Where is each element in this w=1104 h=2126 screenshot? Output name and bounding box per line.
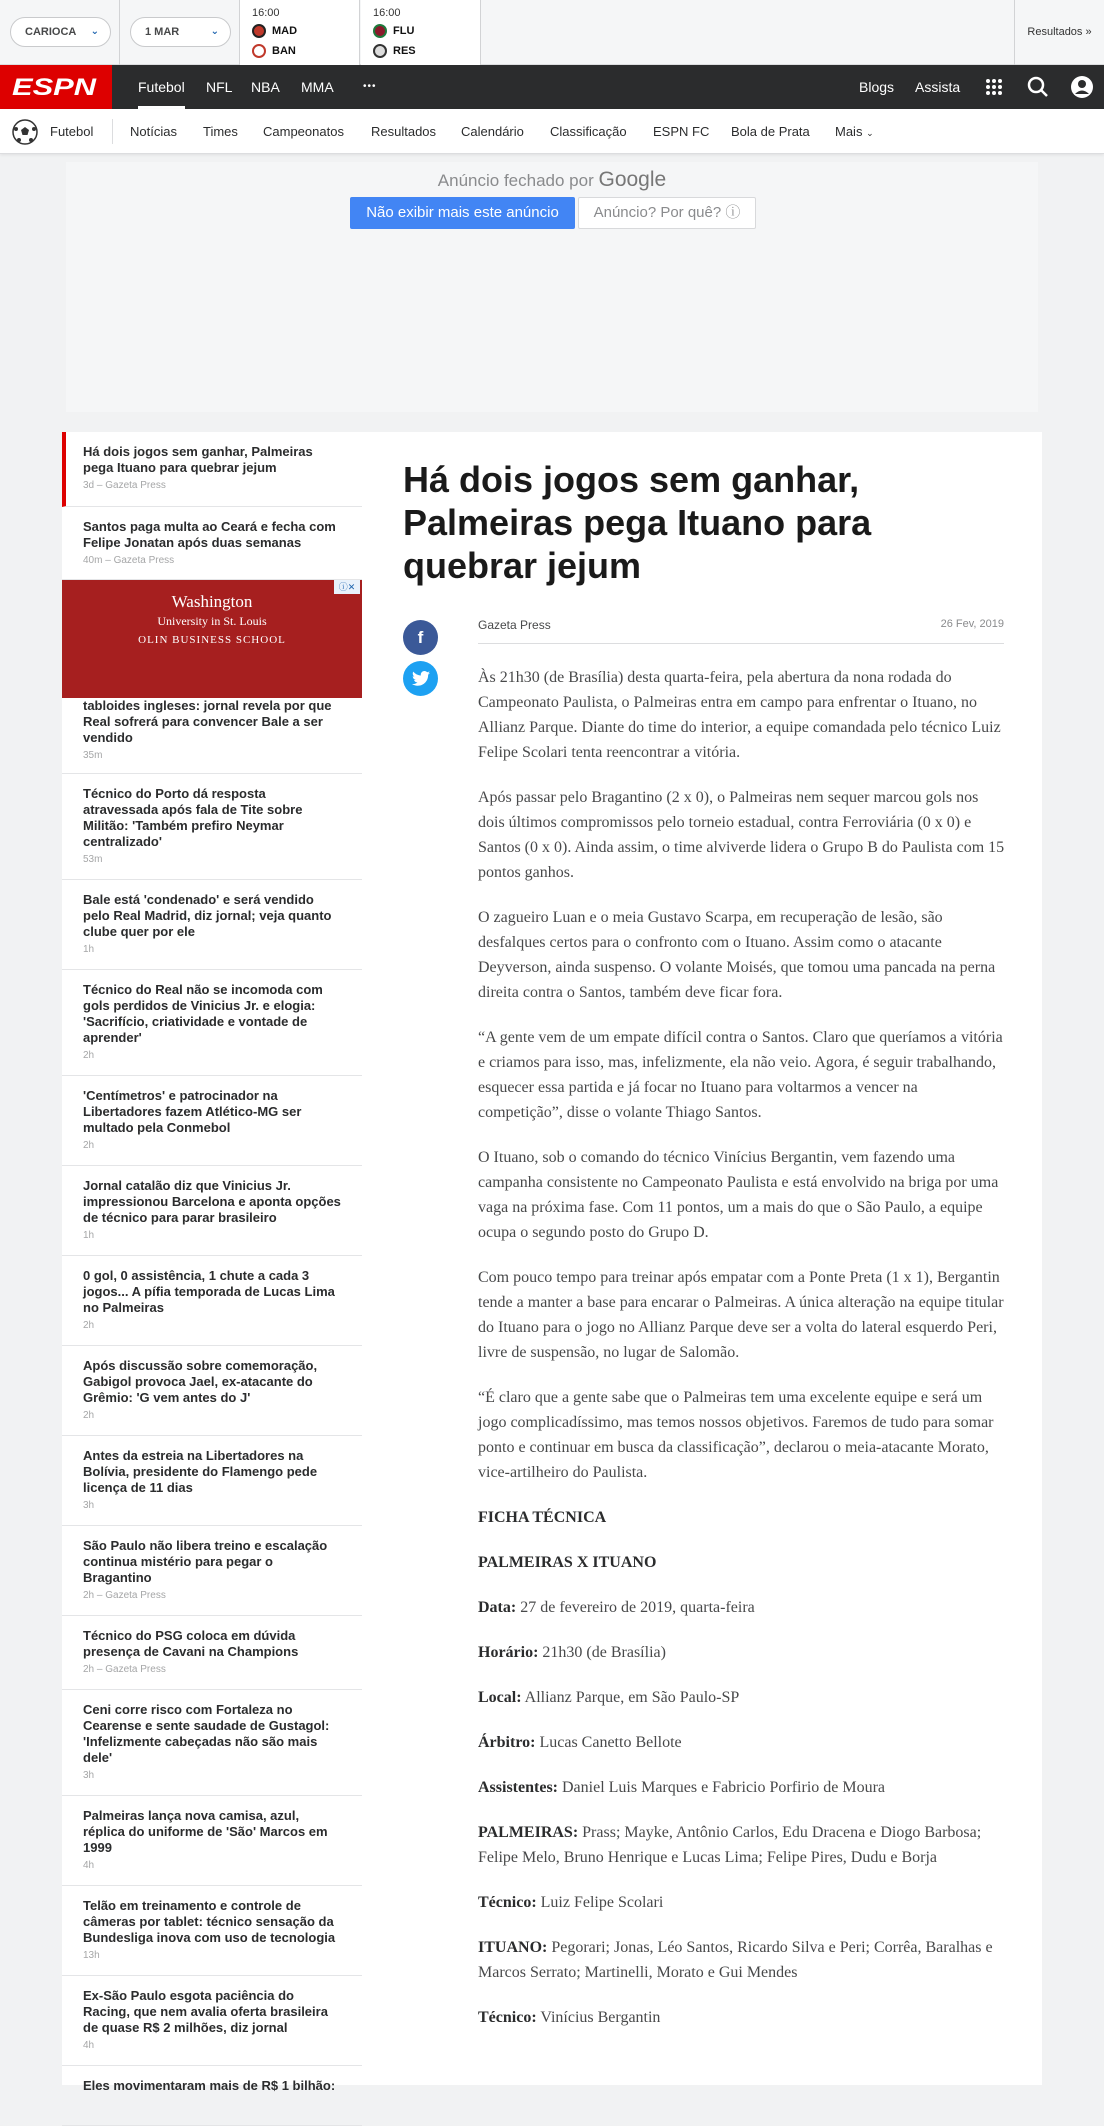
list-item[interactable]	[62, 1346, 362, 1436]
headline-meta: 2h	[83, 1140, 95, 1151]
headline-meta: 35m	[83, 750, 103, 761]
facebook-share-icon[interactable]: f	[403, 620, 438, 655]
chevron-down-icon: ⌄	[210, 26, 219, 37]
list-item[interactable]	[62, 880, 362, 970]
nav-assista[interactable]: Assista	[915, 79, 961, 95]
date-select-value: 1 MAR	[145, 26, 180, 38]
article-paragraph: “A gente vem de um empate difícil contra o Santos. Claro que queríamos a vitória e criamos para isso, mas, infelizmente, ela não veio. Agora, é seguir trabalhando, esquecer essa partida e já focar no Ituano para voltarmos a vencer na competição”, disse o volante Thiago Santos.	[478, 1029, 1003, 1121]
soccer-ball-icon	[12, 109, 38, 154]
headline-meta: 2h – Gazeta Press	[83, 1590, 166, 1601]
article-paragraph: Após passar pelo Bragantino (2 x 0), o Palmeiras nem sequer marcou gols nos dois últimos compromissos pelo torneio estadual, contra Ferroviária (0 x 0) e Santos (0 x 0). Ainda assim, o time alviverde lidera o Grupo B do Paulista com 15 pontos ganhos.	[478, 789, 1005, 881]
league-select-value: CARIOCA	[25, 26, 77, 38]
headline-title: tabloides ingleses: jornal revela por que Real sofrerá para convencer Bale a ser vendido	[83, 698, 332, 745]
team-abbr: BAN	[272, 45, 296, 57]
article-body	[478, 665, 1006, 2050]
team-row	[252, 44, 296, 58]
headline-title: Técnico do Real não se incomoda com gols perdidos de Vinicius Jr. e elogia: 'Sacrifício, criatividade e vontade de aprender'	[83, 982, 323, 1045]
headline-meta: 3h	[83, 1500, 95, 1511]
google-logo: Google	[598, 168, 667, 191]
list-item[interactable]	[62, 432, 362, 507]
headline-meta: 4h	[83, 1860, 95, 1871]
list-item[interactable]	[62, 507, 362, 580]
ficha-title-text: FICHA TÉCNICA	[478, 1509, 607, 1526]
team-row	[252, 24, 297, 38]
ad-closed-message	[66, 168, 1038, 192]
main-nav	[0, 65, 1104, 109]
twitter-share-icon[interactable]	[403, 661, 438, 696]
article-paragraph: Com pouco tempo para treinar após empatar com a Ponte Preta (1 x 1), Bergantin tende a manter a base para encarar o Palmeiras. A única alteração na equipe titular do Ituano para o jogo no Allianz Parque deve ser a volta do lateral esquerdo Peri, livre de suspensão, no lugar de Salomão.	[478, 1269, 1004, 1361]
ficha-value: Prass; Mayke, Antônio Carlos, Edu Dracena e Diogo Barbosa; Felipe Melo, Bruno Henrique e Lucas Lima; Felipe Pires, Dudu e Borja	[478, 1824, 982, 1866]
headline-meta: 1h	[83, 944, 95, 955]
list-item[interactable]	[62, 1976, 362, 2066]
headline-meta: 2h	[83, 1320, 95, 1331]
list-item[interactable]	[62, 1526, 362, 1616]
headline-meta: 40m – Gazeta Press	[83, 555, 175, 566]
ficha-label: Data:	[478, 1599, 517, 1616]
ficha-row	[478, 1775, 1006, 1800]
headline-title: Ex-São Paulo esgota paciência do Racing, que nem avalia oferta brasileira de quase R$ 2 milhões, diz jornal	[83, 1988, 328, 2035]
ficha-row	[478, 1820, 1006, 1870]
headline-title: Santos paga multa ao Ceará e fecha com Felipe Jonatan após duas semanas	[83, 519, 336, 550]
article-date: 26 Fev, 2019	[940, 618, 1004, 630]
ficha-row	[478, 1890, 1006, 1915]
team-abbr: MAD	[272, 25, 298, 37]
list-item[interactable]	[62, 774, 362, 880]
headline-title: São Paulo não libera treino e escalação continua mistério para pegar o Bragantino	[83, 1538, 328, 1585]
headline-title: Após discussão sobre comemoração, Gabigol provoca Jael, ex-atacante do Grêmio: 'G vem antes do J'	[83, 1358, 318, 1405]
list-item[interactable]	[62, 1436, 362, 1526]
headlines-sidebar	[62, 432, 362, 2093]
nav-nfl[interactable]: NFL	[206, 79, 233, 95]
headline-meta: 53m	[83, 854, 103, 865]
ad-brand: Washington	[171, 592, 253, 611]
team-crest-icon	[252, 24, 266, 38]
ficha-row	[478, 1935, 1006, 1985]
results-link[interactable]: Resultados »	[1014, 0, 1104, 65]
list-item[interactable]	[62, 1076, 362, 1166]
ficha-row	[478, 1640, 1006, 1665]
headline-title: Ceni corre risco com Fortaleza no Cearense e sente saudade de Gustagol: 'Infelizmente cabeçadas não são mais dele'	[83, 1702, 330, 1765]
user-icon[interactable]	[1071, 65, 1093, 109]
sidebar-ad[interactable]	[62, 580, 362, 698]
chevron-down-icon: ⌄	[90, 26, 99, 37]
team-crest-icon	[373, 44, 387, 58]
headline-title: Há dois jogos sem ganhar, Palmeiras pega Ituano para quebrar jejum	[83, 444, 313, 475]
headline-meta: 3d – Gazeta Press	[83, 480, 166, 491]
subnav-mais[interactable]	[835, 109, 874, 154]
headline-meta: 1h	[83, 1230, 95, 1241]
ad-container	[66, 162, 1038, 412]
subnav-mais-label: Mais	[835, 124, 863, 139]
ficha-value: Daniel Luis Marques e Fabricio Porfirio de Moura	[558, 1779, 886, 1796]
headline-meta: 13h	[83, 1950, 100, 1961]
ficha-value: Allianz Parque, em São Paulo-SP	[521, 1689, 740, 1706]
headline-title: Eles movimentaram mais de R$ 1 bilhão:	[83, 2078, 336, 2093]
headline-title: Bale está 'condenado' e será vendido pelo Real Madrid, diz jornal; veja quanto clube quer por ele	[83, 892, 332, 939]
adchoices-icon[interactable]: ⓘ✕	[334, 580, 360, 594]
list-item[interactable]	[62, 1690, 362, 1796]
date-select[interactable]	[130, 17, 231, 47]
team-crest-icon	[373, 24, 387, 38]
headline-title: 0 gol, 0 assistência, 1 chute a cada 3 jogos... A pífia temporada de Lucas Lima no Palmeiras	[83, 1268, 335, 1315]
team-row	[373, 44, 416, 58]
list-item[interactable]	[62, 1886, 362, 1976]
ficha-label: PALMEIRAS:	[478, 1824, 579, 1841]
game-time: 16:00	[373, 7, 401, 19]
espn-logo-icon	[12, 74, 97, 101]
article-paragraph: Às 21h30 (de Brasília) desta quarta-feira, pela abertura da nona rodada do Campeonato Paulista, o Palmeiras entra em campo para enfrentar o Ituano, no Allianz Parque. Diante do time do interior, a equipe comandada pelo técnico Luiz Felipe Scolari tenta reencontrar a vitória.	[478, 669, 1001, 761]
team-abbr: FLU	[393, 25, 415, 37]
section-title[interactable]: Futebol	[50, 124, 94, 139]
list-item[interactable]	[62, 2066, 362, 2126]
headline-meta: 3h	[83, 1770, 95, 1781]
subnav-resultados[interactable]: Resultados	[371, 124, 437, 139]
espn-logo[interactable]	[0, 65, 112, 109]
game-card[interactable]	[361, 0, 481, 65]
subnav-classificacao[interactable]: Classificação	[550, 124, 627, 139]
headline-meta: 4h	[83, 2040, 95, 2051]
ficha-row	[478, 1595, 1006, 1620]
why-ad-button[interactable]: Anúncio? Por quê? ⓘ	[578, 197, 756, 229]
byline	[478, 618, 1004, 644]
apps-grid-icon[interactable]	[985, 65, 1003, 109]
ficha-label: Técnico:	[478, 2009, 537, 2026]
subnav-calendario[interactable]: Calendário	[461, 124, 524, 139]
ficha-value: Luiz Felipe Scolari	[536, 1894, 664, 1911]
divider	[119, 0, 120, 65]
list-item[interactable]	[62, 1166, 362, 1256]
match-title-text: PALMEIRAS X ITUANO	[478, 1554, 657, 1571]
headline-title: Técnico do PSG coloca em dúvida presença de Cavani na Champions	[83, 1628, 299, 1659]
ficha-value: 27 de fevereiro de 2019, quarta-feira	[516, 1599, 755, 1616]
nav-nba[interactable]: NBA	[251, 79, 280, 95]
search-icon[interactable]	[1027, 65, 1049, 109]
ficha-row	[478, 2005, 1006, 2030]
ficha-label: Horário:	[478, 1644, 539, 1661]
subnav-campeonatos[interactable]: Campeonatos	[263, 124, 344, 139]
ficha-label: Árbitro:	[478, 1734, 536, 1751]
ad-line: University in St. Louis	[157, 614, 267, 628]
divider	[112, 119, 113, 144]
ficha-row	[478, 1730, 1006, 1755]
nav-mma[interactable]: MMA	[301, 79, 334, 95]
list-item[interactable]	[62, 1796, 362, 1886]
article-paragraph: “É claro que a gente sabe que o Palmeiras tem uma excelente equipe e será um jogo complicadíssimo, mas temos nossos objetivos. Faremos de tudo para somar ponto e continuar em busca da classificação”, declarou o meia-atacante Morato, vice-artilheiro do Paulista.	[478, 1389, 994, 1481]
ficha-value: Pegorari; Jonas, Léo Santos, Ricardo Silva e Peri; Corrêa, Baralhas e Marcos Serrato; Martinelli, Morato e Gui Mendes	[478, 1939, 993, 1981]
subnav-espn-fc[interactable]: ESPN FC	[653, 124, 710, 139]
article-headline: Há dois jogos sem ganhar, Palmeiras pega Ituano para quebrar jejum	[403, 459, 872, 586]
article-paragraph: O zagueiro Luan e o meia Gustavo Scarpa, em recuperação de lesão, são desfalques certos para o confronto com o Ituano. Assim como o atacante Deyverson, ainda suspenso. O volante Moisés, que tomou uma pancada na perna direita contra o Santos, também deve ficar fora.	[478, 909, 996, 1001]
headline-meta: 2h	[83, 1410, 95, 1421]
team-crest-icon	[252, 44, 266, 58]
subnav-times[interactable]: Times	[203, 124, 238, 139]
game-time: 16:00	[252, 7, 280, 19]
list-item[interactable]	[62, 1256, 362, 1346]
ficha-row	[478, 1685, 1006, 1710]
nav-blogs[interactable]: Blogs	[859, 79, 895, 95]
ficha-label: ITUANO:	[478, 1939, 548, 1956]
ficha-value: Lucas Canetto Bellote	[535, 1734, 682, 1751]
headline-title: Telão em treinamento e controle de câmeras por tablet: técnico sensação da Bundesliga inova com uso de tecnologia	[83, 1898, 336, 1945]
ad-closed-text: Anúncio fechado por	[437, 171, 594, 190]
headline-title: Jornal catalão diz que Vinicius Jr. impressionou Barcelona e aponta opções de técnico para parar brasileiro	[83, 1178, 341, 1225]
headline-title: Antes da estreia na Libertadores na Bolívia, presidente do Flamengo pede licença de 11 dias	[83, 1448, 318, 1495]
team-row	[373, 24, 414, 38]
ad-line: OLIN BUSINESS SCHOOL	[138, 634, 286, 646]
svg-text:ESPN: ESPN	[12, 74, 97, 101]
subnav-bola-de-prata[interactable]: Bola de Prata	[731, 124, 810, 139]
headline-meta: 2h	[83, 1050, 95, 1061]
league-select[interactable]	[10, 17, 111, 47]
subnav-noticias[interactable]: Notícias	[130, 124, 177, 139]
list-item[interactable]	[62, 698, 362, 774]
headline-title: 'Centímetros' e patrocinador na Libertadores fazem Atlético-MG ser multado pela Conmebol	[83, 1088, 302, 1135]
article-author: Gazeta Press	[478, 618, 551, 632]
ficha-value: Vinícius Bergantin	[536, 2009, 661, 2026]
nav-futebol[interactable]: Futebol	[138, 65, 185, 109]
sub-nav	[0, 109, 1104, 154]
article	[362, 432, 1042, 2085]
ficha-label: Local:	[478, 1689, 522, 1706]
team-abbr: RES	[393, 45, 416, 57]
ficha-title	[478, 1505, 1006, 1530]
more-dots-icon[interactable]: •••	[363, 81, 377, 92]
headline-title: Palmeiras lança nova camisa, azul, réplica do uniforme de 'São' Marcos em 1999	[83, 1808, 328, 1855]
list-item[interactable]	[62, 970, 362, 1076]
ficha-label: Técnico:	[478, 1894, 537, 1911]
list-item[interactable]	[62, 1616, 362, 1690]
ficha-label: Assistentes:	[478, 1779, 558, 1796]
game-card[interactable]	[240, 0, 360, 65]
match-title	[478, 1550, 1006, 1575]
scorebar	[0, 0, 1104, 65]
ficha-value: 21h30 (de Brasília)	[538, 1644, 666, 1661]
stop-ad-button[interactable]: Não exibir mais este anúncio	[350, 197, 575, 229]
headline-meta: 2h – Gazeta Press	[83, 1664, 166, 1675]
headline-title: Técnico do Porto dá resposta atravessada após fala de Tite sobre Militão: 'Também prefiro Neymar centralizado'	[83, 786, 303, 849]
chevron-down-icon: ⌄	[866, 128, 874, 138]
article-paragraph: O Ituano, sob o comando do técnico Vinícius Bergantin, vem fazendo uma campanha consistente no Campeonato Paulista e está envolvido na briga por uma vaga na próxima fase. Com 11 pontos, um a mais do que o São Paulo, a equipe ocupa o segundo posto do Grupo D.	[478, 1149, 999, 1241]
